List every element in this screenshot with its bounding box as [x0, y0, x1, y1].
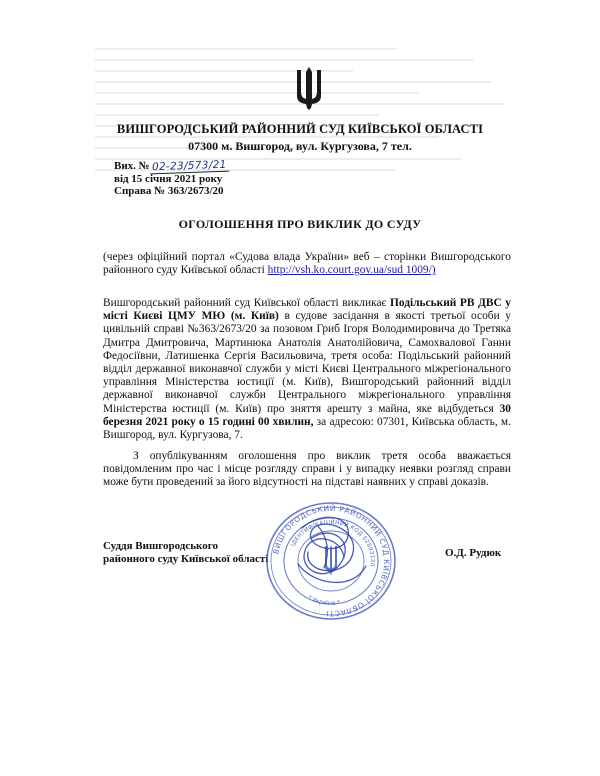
reference-handwritten: 02-23/573/21 — [150, 159, 229, 175]
court-website-link[interactable]: http://vsh.ko.court.gov.ua/sud 1009/) — [267, 264, 436, 277]
notice-paragraph: З опублікуванням оголошення про виклик третя особа вважається повідомленим про час і місце розгляду справи і у випадку неявки розгляд справи може бути проведений за його відсутності на підставі наявних у справі доказів. — [103, 450, 511, 489]
document-date: від 15 січня 2021 року — [114, 173, 223, 185]
judge-title-line-2: районного суду Київської області — [103, 553, 269, 565]
summons-text-1: Вишгородський районний суд Київської області викликає — [103, 297, 390, 309]
hearing-datetime: 30 березня 2021 року о 15 годині 00 хвилин, — [103, 402, 511, 428]
portal-note-paragraph — [103, 251, 511, 277]
court-name: ВИШГОРОДСЬКИЙ РАЙОННИЙ СУД КИЇВСЬКОЇ ОБЛАСТІ — [116, 122, 484, 136]
summons-text-3: за адресою: 07301, Київська область, м. Вишгород, вул. Кургузова, 7. — [103, 415, 511, 442]
reference-prefix: Вих. № — [114, 160, 150, 172]
document-title: ОГОЛОШЕННЯ ПРО ВИКЛИК ДО СУДУ — [178, 217, 422, 231]
judge-title — [103, 540, 268, 566]
judge-signature-scribble — [282, 508, 374, 604]
case-number: Справа № 363/2673/20 — [114, 185, 224, 197]
summons-text-2: в судове засідання в якості третьої особи у цивільній справі №363/2673/20 за позовом Гриб Ігоря Володимировича до Третяка Дмитра Дмитровича, Мартинюка Анатолія Анатолійовича, Самохвалової Ганни Федосіївни, Латишенка Сергія Васильовича, третя особа: Подільський районний відділ державної виконавчої служби у місті Києві Центрального міжрегіонального управління Міністерства юстиції (м. Київ), Вишгородський районний відділ державної виконавчої служби Центрального міжрегіонального управління Міністерства юстиції (м. Київ) про зняття арешту з майна, яке відбудеться — [103, 310, 511, 415]
seal-outer-text: ВИШГОРОДСЬКИЙ РАЙОННИЙ СУД КИЇВСЬКОЇ ОБЛАСТІ — [271, 503, 392, 619]
outgoing-reference — [114, 160, 228, 173]
summoned-party: Подільський РВ ДВС у місті Києві ЦМУ МЮ (м. Київ) — [103, 297, 511, 323]
seal-bottom-text: * Україна * — [306, 594, 341, 607]
seal-inner-text: ІДЕНТИФІКАЦІЙНИЙ КОД 02893120 — [290, 519, 376, 568]
judge-title-line-1: Суддя Вишгородського — [103, 540, 218, 552]
court-address: 07300 м. Вишгород, вул. Кургузова, 7 тел. — [188, 139, 412, 153]
summons-paragraph — [103, 297, 511, 442]
portal-note-text: (через офіційний портал «Судова влада України» веб – сторінки Вишгородського районного суду Київської області — [103, 251, 511, 277]
trident-emblem-icon — [294, 66, 324, 110]
judge-name: О.Д. Рудюк — [445, 547, 502, 559]
